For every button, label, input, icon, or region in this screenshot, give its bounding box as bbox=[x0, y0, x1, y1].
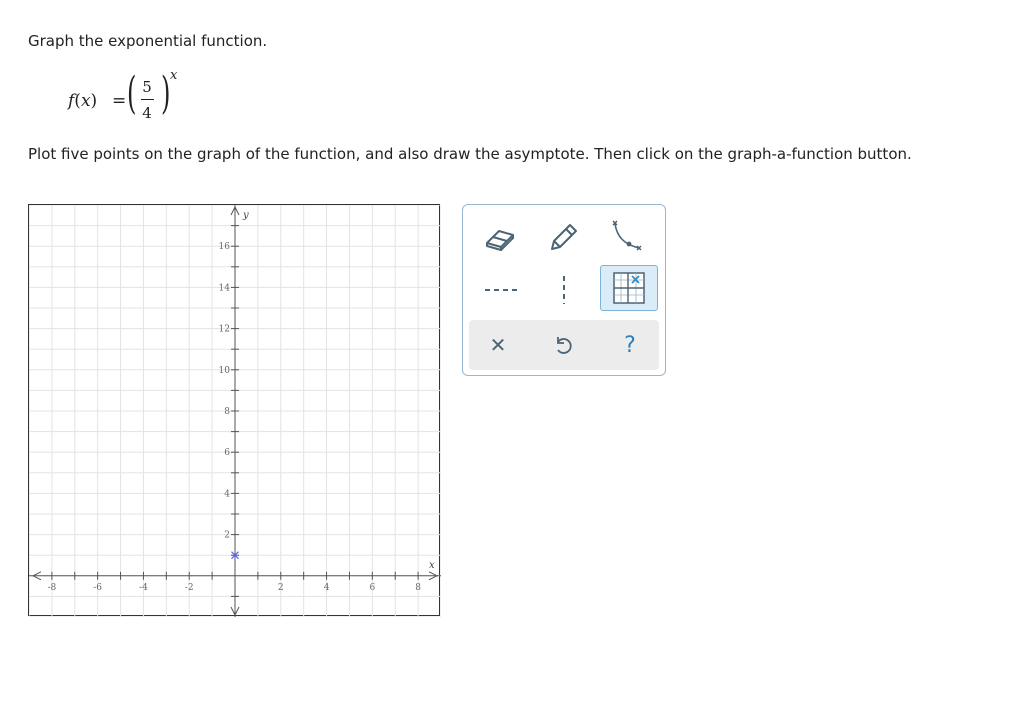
x-tick-label: 6 bbox=[369, 582, 376, 593]
x-axis-label: x bbox=[429, 559, 435, 571]
x-tick-label: -6 bbox=[93, 582, 103, 593]
toolbox-actions bbox=[469, 320, 659, 370]
y-axis-label: y bbox=[243, 210, 249, 221]
x-tick-label: -2 bbox=[184, 582, 194, 593]
x-tick-label: 8 bbox=[415, 582, 421, 593]
graph-canvas[interactable] bbox=[28, 204, 440, 616]
function-formula bbox=[68, 68, 198, 132]
x-tick-label: -8 bbox=[47, 582, 57, 593]
y-tick-label: 6 bbox=[224, 448, 230, 459]
y-tick-label: 4 bbox=[224, 489, 230, 500]
graph-svg[interactable] bbox=[29, 205, 441, 617]
vertical-dashed-line-tool[interactable] bbox=[535, 267, 593, 313]
y-tick-label: 12 bbox=[218, 324, 230, 335]
y-tick-label: 2 bbox=[224, 530, 230, 541]
exponential-curve-tool[interactable] bbox=[598, 213, 656, 259]
y-tick-label: 16 bbox=[218, 242, 230, 253]
formula-lhs: f(x) bbox=[68, 91, 98, 111]
graph-toolbox bbox=[462, 204, 666, 376]
horizontal-dashed-line-icon bbox=[481, 284, 521, 296]
eraser-icon bbox=[483, 221, 519, 251]
question-instruction: Plot five points on the graph of the function, and also draw the asymptote. Then click on the graph-a-function button. bbox=[28, 145, 912, 163]
y-tick-label: 8 bbox=[224, 407, 230, 417]
formula-fraction-bar bbox=[141, 99, 154, 100]
formula-exponent: x bbox=[170, 68, 178, 83]
graph-a-function-tool[interactable] bbox=[600, 265, 658, 311]
help-icon: ? bbox=[624, 332, 636, 358]
pencil-icon bbox=[546, 221, 582, 251]
undo-button[interactable] bbox=[535, 322, 593, 368]
y-tick-label: 10 bbox=[218, 365, 230, 376]
clear-button[interactable] bbox=[469, 322, 527, 368]
question-title: Graph the exponential function. bbox=[28, 32, 268, 50]
formula-right-paren: ) bbox=[161, 68, 171, 119]
pencil-tool[interactable] bbox=[535, 213, 593, 259]
eraser-tool[interactable] bbox=[472, 213, 530, 259]
close-icon: ✕ bbox=[489, 333, 507, 357]
help-button[interactable] bbox=[601, 322, 659, 368]
graph-function-icon bbox=[612, 271, 646, 305]
formula-equals: = bbox=[112, 91, 127, 111]
x-tick-label: -4 bbox=[139, 582, 148, 593]
vertical-dashed-line-icon bbox=[558, 272, 570, 308]
y-tick-label: 14 bbox=[218, 283, 230, 294]
x-tick-label: 4 bbox=[323, 582, 330, 593]
formula-denominator: 4 bbox=[142, 104, 152, 122]
x-tick-label: 2 bbox=[277, 582, 284, 593]
formula-left-paren: ( bbox=[127, 68, 137, 119]
horizontal-dashed-line-tool[interactable] bbox=[472, 267, 530, 313]
curve-icon bbox=[607, 218, 647, 254]
formula-numerator: 5 bbox=[142, 78, 152, 96]
undo-icon bbox=[553, 334, 575, 356]
